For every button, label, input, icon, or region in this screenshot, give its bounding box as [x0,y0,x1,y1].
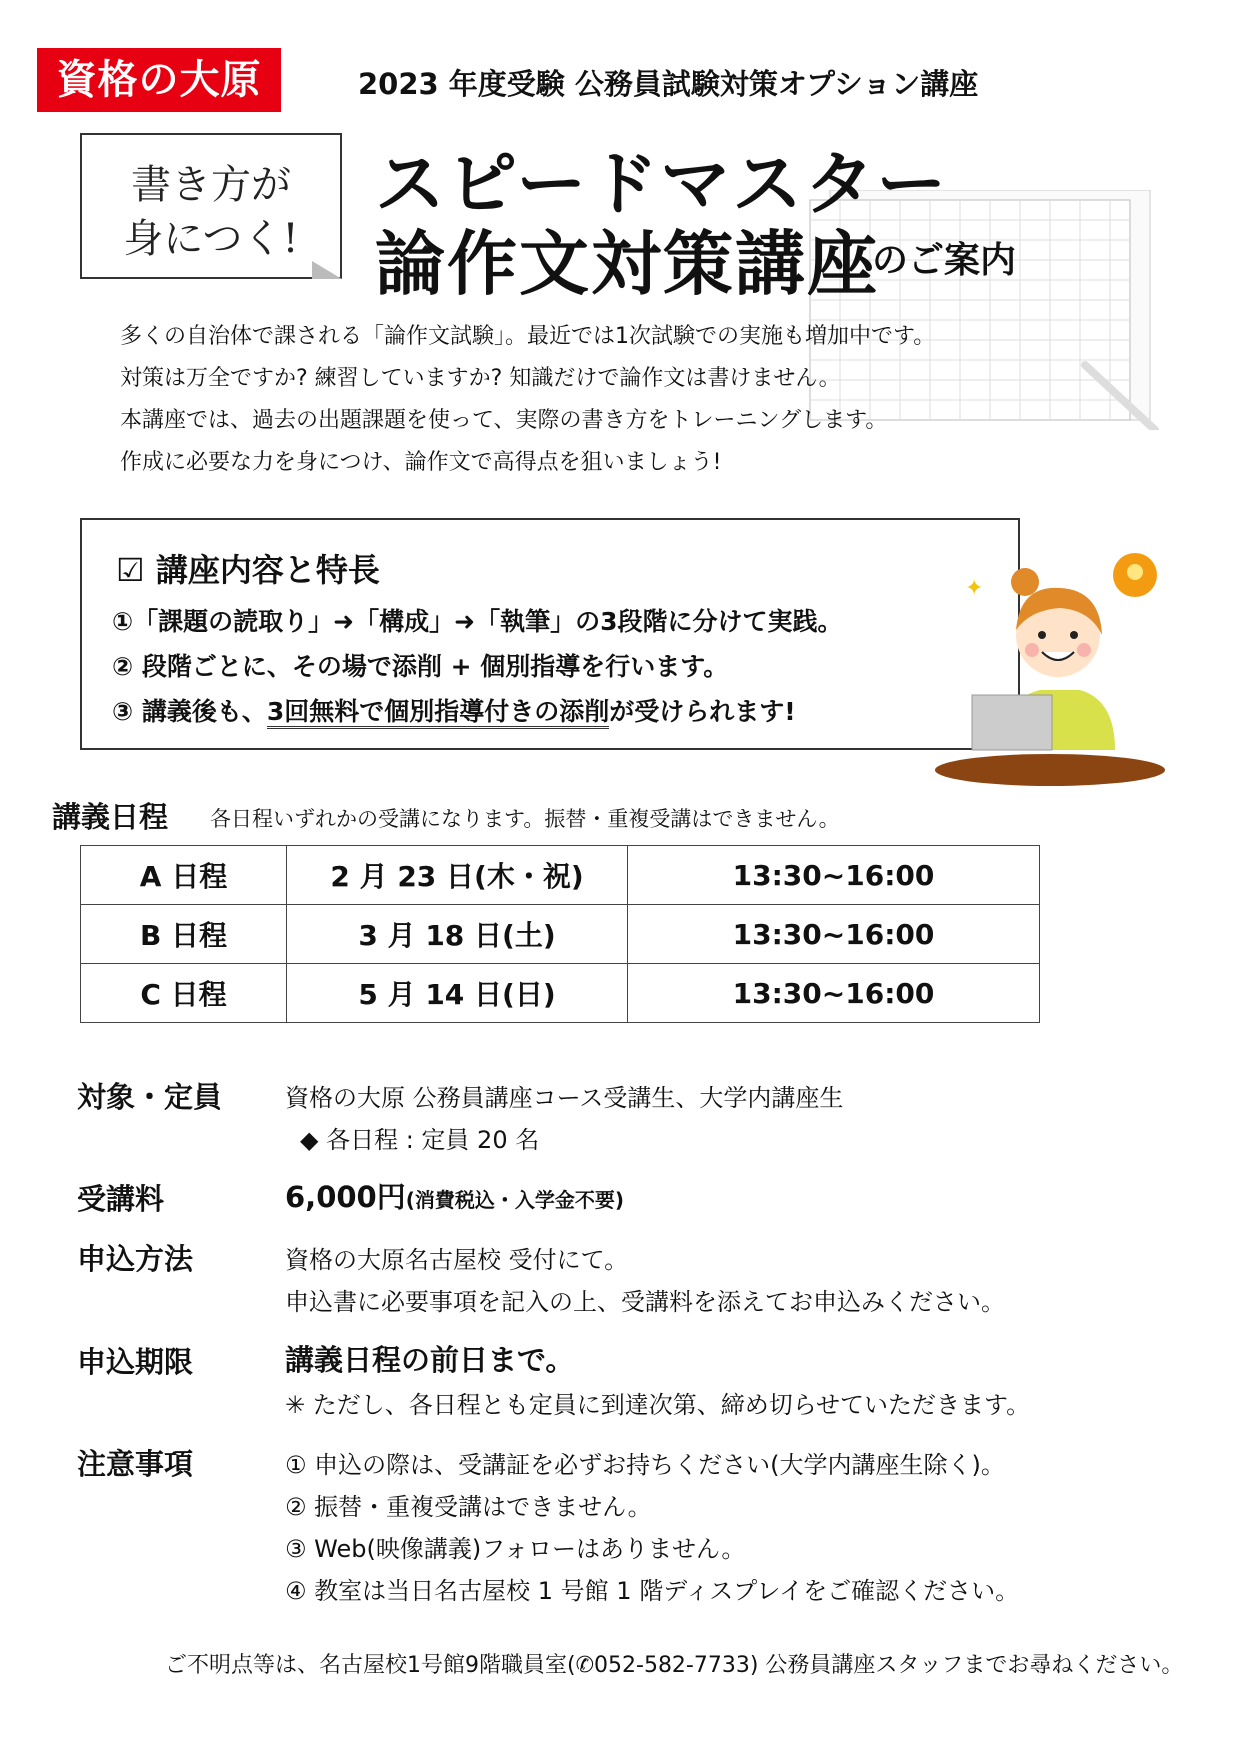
fee-note: (消費税込・入学金不要) [405,1188,625,1212]
table-row [81,846,1040,905]
fee-label: 受講料 [77,1182,165,1216]
woman-with-laptop-illustration [930,550,1170,790]
schedule-time: 13:30~16:00 [628,905,1040,964]
schedule-name: A 日程 [81,846,287,905]
schedule-date: 5 月 14 日(日) [287,964,628,1023]
schedule-name: B 日程 [81,905,287,964]
schedule-date: 2 月 23 日(木・祝) [287,846,628,905]
capacity-value: ◆ 各日程 : 定員 20 名 [300,1126,540,1154]
svg-text:✦: ✦ [965,576,984,601]
checkbox-icon: ☑ [116,551,145,589]
target-label: 対象・定員 [77,1080,223,1114]
schedule-heading: 講義日程 [52,800,169,834]
table-row [81,964,1040,1023]
schedule-date: 3 月 18 日(土) [287,905,628,964]
feature-item-3-suffix: が受けられます! [609,697,796,726]
page-subtitle: 2023 年度受験 公務員試験対策オプション講座 [358,67,979,101]
apply-line-1: 資格の大原名古屋校 受付にて。 [285,1246,629,1274]
feature-item-3 [112,692,796,728]
note-item: ② 振替・重複受講はできません。 [285,1493,652,1521]
fee-value [285,1175,624,1216]
deadline-label: 申込期限 [77,1345,194,1379]
intro-line: 本講座では、過去の出題課題を使って、実際の書き方をトレーニングします。 [120,408,888,433]
schedule-time: 13:30~16:00 [628,846,1040,905]
intro-line: 多くの自治体で課される「論作文試験」。最近では1次試験での実施も増加中です。 [120,324,936,349]
feature-item-3-prefix: ③ 講義後も、 [112,697,267,726]
feature-item-1: ①「課題の読取り」➜「構成」➜「執筆」の3段階に分けて実践。 [112,607,843,636]
notes-label: 注意事項 [77,1447,194,1481]
callout-line-1: 書き方が [131,162,291,208]
callout-note [80,133,342,279]
apply-label: 申込方法 [77,1242,194,1276]
title-line-2: 論作文対策講座 [375,223,879,305]
callout-line-2: 身につく! [123,216,299,262]
schedule-time: 13:30~16:00 [628,964,1040,1023]
schedule-note: 各日程いずれかの受講になります。振替・重複受講はできません。 [210,807,840,831]
intro-line: 対策は万全ですか? 練習していますか? 知識だけで論作文は書けません。 [120,366,841,391]
note-item: ① 申込の際は、受講証を必ずお持ちください(大学内講座生除く)。 [285,1451,1005,1479]
note-item: ③ Web(映像講義)フォローはありません。 [285,1535,746,1563]
deadline-note: ✳ ただし、各日程とも定員に到達次第、締め切らせていただきます。 [285,1391,1031,1419]
features-title [116,545,380,591]
target-value: 資格の大原 公務員講座コース受講生、大学内講座生 [285,1084,844,1112]
page-fold-icon [312,261,342,279]
title-suffix: のご案内 [872,240,1017,281]
logo: 資格の大原 [37,48,281,112]
note-item: ④ 教室は当日名古屋校 1 号館 1 階ディスプレイをご確認ください。 [285,1577,1020,1605]
features-title-text: 講座内容と特長 [155,551,380,589]
intro-paragraph [120,316,935,484]
table-row [81,905,1040,964]
schedule-table [80,845,1040,1023]
title-line-1: スピードマスター [375,143,949,225]
schedule-name: C 日程 [81,964,287,1023]
feature-item-2: ② 段階ごとに、その場で添削 + 個別指導を行います。 [112,652,729,681]
fee-amount: 6,000円 [285,1180,406,1214]
feature-item-3-highlight: 3回無料で個別指導付きの添削 [267,697,609,729]
deadline-value: 講義日程の前日まで。 [285,1343,575,1377]
apply-line-2: 申込書に必要事項を記入の上、受講料を添えてお申込みください。 [285,1288,1005,1316]
footer-contact: ご不明点等は、名古屋校1号館9階職員室(✆052-582-7733) 公務員講座スタッフまでお尋ねください。 [165,1653,1184,1678]
intro-line: 作成に必要な力を身につけ、論作文で高得点を狙いましょう! [120,450,722,475]
